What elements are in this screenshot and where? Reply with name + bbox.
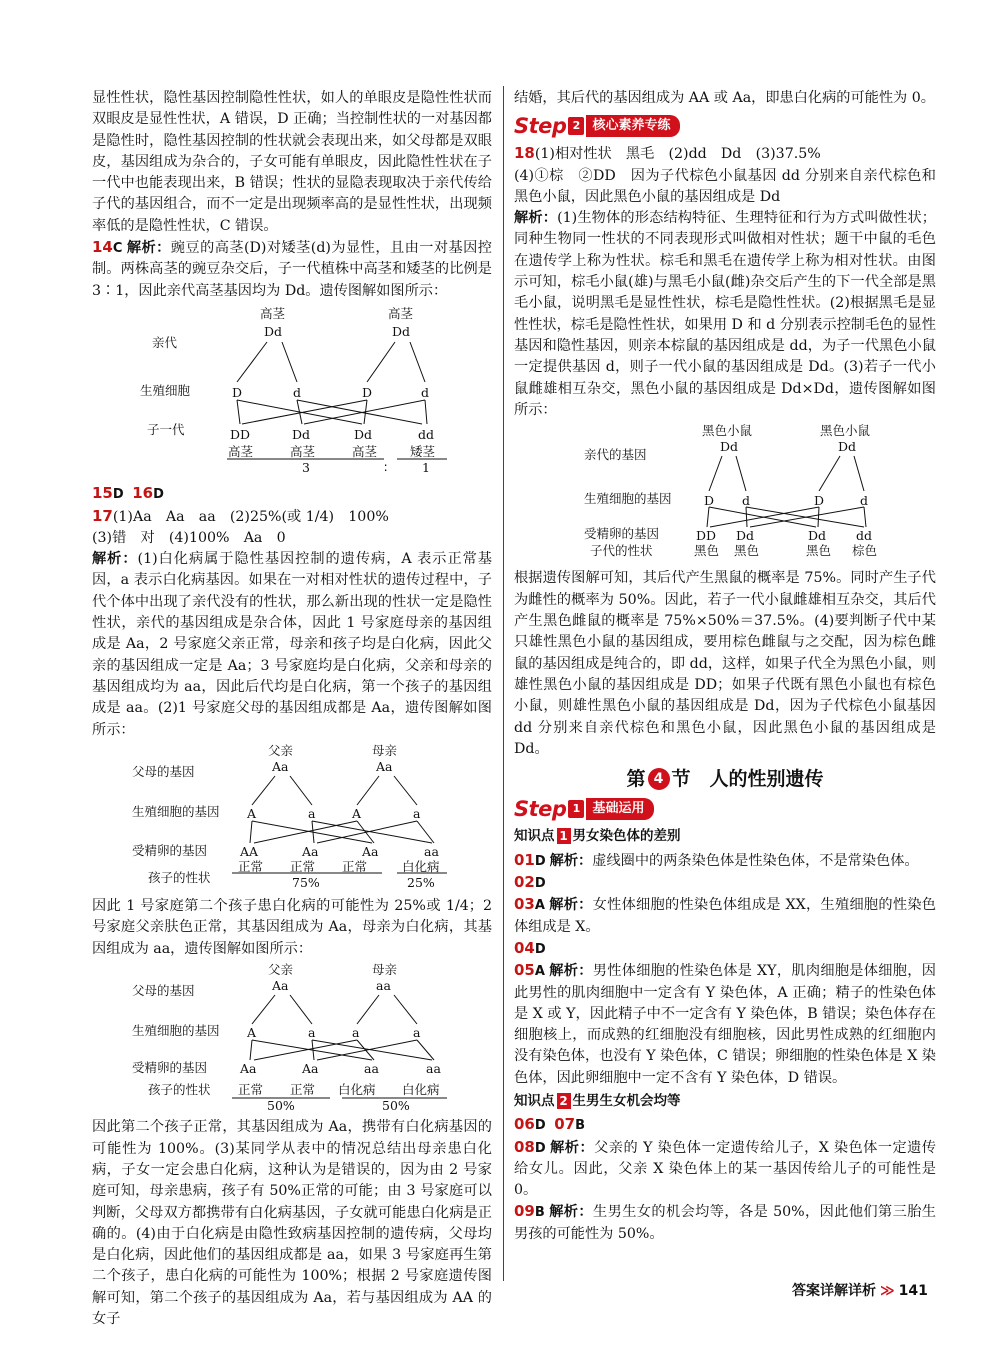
row-label-gamete: 生殖细胞的基因 xyxy=(132,803,220,819)
kp-number: 1 xyxy=(557,828,571,844)
mother-label: 母亲 xyxy=(372,962,398,978)
zygote-4: dd xyxy=(856,528,873,544)
zygote-4: aa xyxy=(424,843,439,859)
answer-letter: D xyxy=(534,876,546,892)
mother-label: 母亲 xyxy=(372,742,398,758)
genetic-diagram-family-2 xyxy=(92,960,492,1110)
analysis-label: 解析： xyxy=(514,210,558,227)
analysis-text: 男性体细胞的性染色体是 XY，肌肉细胞是体细胞，因此男性的肌肉细胞中一定含有 Y 染色体，A 正确；精子的性染色体是 X 或 Y，因此精子中不一定含有 Y 染色体，B 错误；染色体存在细胞核上，而成熟的红细胞没有细胞核，因此男性成熟的红细胞内没有染色体，也没有 Y 染色体，C 错误；卵细胞的性染色体是 X 染色体，因此卵细胞中一定不含有 Y 染色体，D 错误。 xyxy=(514,963,936,1086)
parent2-trait: 高茎 xyxy=(388,305,414,321)
step-banner-core xyxy=(514,113,936,139)
kp-title: 男女染色体的差别 xyxy=(572,828,681,845)
answer-line-2: (4)①棕 ②DD 因为子代棕色小鼠基因 dd 分别来自亲代棕色和黑色小鼠，因此黑色小鼠的基因组成是 Dd xyxy=(514,167,936,205)
zygote-3: aa xyxy=(364,1061,379,1077)
row-label-gamete: 生殖细胞的基因 xyxy=(584,491,672,507)
zygote-2: Aa xyxy=(302,843,319,859)
kp-number: 2 xyxy=(557,1093,571,1109)
question-number: 03 xyxy=(514,895,535,914)
percent-2: 50% xyxy=(382,1098,410,1111)
parent2-gene: Dd xyxy=(392,323,411,339)
knowledge-point-1 xyxy=(514,826,936,847)
gamete-2: a xyxy=(308,1025,316,1041)
column-divider xyxy=(503,86,504,1281)
row-label-trait: 孩子的性状 xyxy=(148,869,211,885)
father-label: 父亲 xyxy=(268,962,294,978)
gamete-3: a xyxy=(352,1025,360,1041)
question-15-16 xyxy=(92,483,492,505)
question-number: 01 xyxy=(514,850,535,869)
gamete-3: D xyxy=(362,384,373,400)
percent-1: 50% xyxy=(267,1098,295,1111)
row-label-gamete: 生殖细胞的基因 xyxy=(132,1023,220,1039)
analysis-label: 解析： xyxy=(548,897,593,914)
step-word: Step xyxy=(514,113,567,138)
child-gene-3: Dd xyxy=(354,426,373,442)
answer-line-2: (3)错 对 (4)100% Aa 0 xyxy=(92,529,286,546)
child-gene-4: dd xyxy=(418,426,435,442)
trait-4: 棕色 xyxy=(852,543,878,559)
gamete-1: D xyxy=(704,493,715,509)
analysis-label: 解析： xyxy=(548,963,593,980)
question-number: 04 xyxy=(514,938,535,957)
watermark-logo xyxy=(815,1295,965,1355)
child-trait-4: 矮茎 xyxy=(410,443,436,459)
child-trait-3: 高茎 xyxy=(352,443,378,459)
question-02 xyxy=(514,872,936,894)
kp-label: 知识点 xyxy=(514,1092,555,1109)
row-label-trait: 子代的性状 xyxy=(590,543,653,559)
question-number: 17 xyxy=(92,506,113,525)
ratio-colon: ∶ xyxy=(384,459,388,472)
analysis-text: (1)生物体的形态结构特征、生理特征和行为方式叫做性状；同种生物同一性状的不同表现形式叫做相对性状；题干中鼠的毛色在遗传学上称为性状。棕毛和黑毛在遗传学上称为相对性状。由图示可知，棕毛小鼠(雄)与黑毛小鼠(雌)杂交后产生的下一代全部是黑毛小鼠，说明黑毛是显性性状，棕毛是隐性性状。(2)根据黑毛是显性性状，棕毛是隐性性状，如果用 D 和 d 分别表示控制毛色的显性基因和隐性基因，则亲本棕鼠的基因组成是 dd，为子一代黑色小鼠一定提供基因 d，则子一代小鼠的基因组成是 Dd。(3)若子一代小鼠雌雄相互杂交，黑色小鼠的基因组成是 Dd×Dd，遗传图解如图所示： xyxy=(514,210,936,418)
section-number: 4 xyxy=(648,768,670,790)
genetic-diagram-mice xyxy=(514,421,934,561)
ratio-left: 3 xyxy=(302,459,310,472)
analysis-text: 女性体细胞的性染色体组成是 XX，生殖细胞的性染色体组成是 X。 xyxy=(514,897,936,935)
analysis-text: 生男生女的机会均等，各是 50%，因此他们第三胎生男孩的可能性为 50%。 xyxy=(514,1204,936,1242)
footer-label: 答案详解详析 xyxy=(792,1283,876,1299)
question-number: 02 xyxy=(514,873,535,892)
zygote-2: Dd xyxy=(736,528,755,544)
question-number: 14 xyxy=(92,238,113,257)
question-number: 06 xyxy=(514,1115,535,1134)
genetic-diagram-family-1 xyxy=(92,741,492,889)
gamete-4: d xyxy=(421,384,430,400)
row-label-parent: 亲代的基因 xyxy=(584,447,647,463)
answer-letter: A xyxy=(534,964,545,980)
diagram-lines xyxy=(227,342,447,459)
mother-gene: Aa xyxy=(376,758,393,774)
knowledge-point-2 xyxy=(514,1091,936,1112)
gamete-2: d xyxy=(742,493,751,509)
question-number: 15 xyxy=(92,484,113,503)
section-pre: 第 xyxy=(626,768,646,791)
question-01 xyxy=(514,850,936,872)
question-number: 18 xyxy=(514,144,535,163)
question-06-07 xyxy=(514,1114,936,1136)
answer-letter: D xyxy=(534,941,546,957)
gamete-3: D xyxy=(814,493,825,509)
diagram-lines xyxy=(707,456,869,527)
step-number: 1 xyxy=(568,800,584,818)
gamete-2: d xyxy=(293,384,302,400)
analysis-label: 解析： xyxy=(92,551,138,568)
zygote-1: AA xyxy=(240,843,259,859)
answer-letter: A xyxy=(534,898,545,914)
question-18-analysis xyxy=(514,208,936,421)
row-label-parent: 父母的基因 xyxy=(132,763,195,779)
question-05 xyxy=(514,960,936,1089)
step-banner-basic xyxy=(514,796,936,822)
trait-3: 白化病 xyxy=(338,1082,376,1098)
zygote-3: Dd xyxy=(808,528,827,544)
question-18 xyxy=(514,143,936,165)
zygote-2: Aa xyxy=(302,1061,319,1077)
gamete-1: D xyxy=(232,384,243,400)
trait-2: 正常 xyxy=(290,1082,316,1098)
gamete-1: A xyxy=(247,805,257,821)
question-number: 07 xyxy=(554,1115,576,1134)
row-label-zygote: 受精卵的基因 xyxy=(132,842,208,858)
row-label-gamete: 生殖细胞 xyxy=(140,382,191,398)
child-trait-2: 高茎 xyxy=(290,443,316,459)
trait-2: 正常 xyxy=(290,858,316,874)
intro-paragraph: 显性性状，隐性基因控制隐性性状，如人的单眼皮是隐性性状而双眼皮是显性性状，A 错误，D 正确；当控制性状的一对基因都是隐性时，隐性基因控制的性状就会表现出来，如父母都是双眼皮，基因组成为杂合的，子女可能有单眼皮，因此隐性性状在子一代中也能表现出来，B 错误；性状的显隐表现取决于亲代传给子代的基因组合，而不一定是出现频率高的是显性性状，出现频率低的是隐性性状，C 错误。 xyxy=(92,90,492,234)
answer-letter: D xyxy=(112,487,124,503)
gamete-4: a xyxy=(413,805,421,821)
parent1-label: 黑色小鼠 xyxy=(702,423,753,439)
gamete-4: a xyxy=(413,1025,421,1041)
trait-4: 白化病 xyxy=(402,1082,440,1098)
father-label: 父亲 xyxy=(268,742,294,758)
answer-letter: D xyxy=(534,853,546,869)
continuation-paragraph: 结婚，其后代的基因组成为 AA 或 Aa，即患白化病的可能性为 0。 xyxy=(514,90,935,106)
trait-1: 黑色 xyxy=(694,543,720,559)
answer-letter: C xyxy=(112,241,123,257)
row-label-zygote: 受精卵的基因 xyxy=(132,1060,208,1076)
question-09 xyxy=(514,1201,936,1245)
answer-letter: D xyxy=(534,1118,546,1134)
kp-title: 生男生女机会均等 xyxy=(572,1092,681,1109)
trait-3: 黑色 xyxy=(806,543,832,559)
percent-2: 25% xyxy=(407,874,435,889)
page-number: 141 xyxy=(898,1283,928,1299)
question-14 xyxy=(92,237,492,302)
gamete-1: A xyxy=(247,1025,257,1041)
section-title xyxy=(514,768,936,790)
paragraph-after-diagram-mice: 根据遗传图解可知，其后代产生黑鼠的概率是 75%。同时产生子代为雌性的概率为 50%。因此，若子一代小鼠雌雄相互杂交，其后代产生黑色雌鼠的概率是 75%×50%＝37.5%。(4)要判断子代中某只雄性黑色小鼠的基因组成，要用棕色雌鼠与之交配，因为棕色雌鼠的基因组成是纯合的，即 dd，这样，如果子代全为黑色小鼠，则雄性黑色小鼠的基因组成是 DD；如果子代既有黑色小鼠也有棕色小鼠，则雄性黑色小鼠的基因组成是 Dd，因为子代棕色小鼠基因 dd 分别来自亲代棕色和黑色小鼠，因此黑色小鼠的基因组成是 Dd。 xyxy=(514,570,936,757)
trait-3: 正常 xyxy=(342,858,368,874)
parent2-label: 黑色小鼠 xyxy=(820,423,871,439)
right-column xyxy=(514,88,936,1245)
gamete-4: d xyxy=(860,493,869,509)
question-17 xyxy=(92,506,492,528)
analysis-label: 解析： xyxy=(548,1204,593,1221)
trait-1: 正常 xyxy=(238,858,264,874)
answer-letter: D xyxy=(153,487,164,503)
trait-1: 正常 xyxy=(238,1082,264,1098)
paragraph-after-diagram-1: 因此 1 号家庭第二个孩子患白化病的可能性为 25%或 1/4；2 号家庭父亲肤色正常，其基因组成为 Aa，母亲为白化病，其基因组成为 aa，遗传图解如图所示： xyxy=(92,898,492,957)
answer-letter: B xyxy=(575,1118,585,1134)
left-column xyxy=(92,88,492,1330)
analysis-text: (1)白化病属于隐性基因控制的遗传病，A 表示正常基因，a 表示白化病基因。如果在一对相对性状的遗传过程中，子代个体中出现了亲代没有的性状，那么新出现的性状一定是隐性性状，亲代的基因组成是杂合体，因此 1 号家庭母亲的基因组成是 Aa，2 号家庭父亲正常，母亲和孩子均是白化病，因此父亲的基因组成一定是 Aa；3 号家庭均是白化病，父亲和母亲的基因组成均为 aa，因此后代均是白化病，第一个孩子的基因组成是 aa。(2)1 号家庭父母的基因组成都是 Aa，遗传图解如图所示： xyxy=(92,551,492,738)
parent1-trait: 高茎 xyxy=(260,305,286,321)
zygote-1: Aa xyxy=(240,1061,257,1077)
answer-letter: D xyxy=(534,1140,546,1156)
question-04 xyxy=(514,938,936,960)
child-gene-2: Dd xyxy=(292,426,311,442)
step-number: 2 xyxy=(568,117,584,135)
row-label-parent: 父母的基因 xyxy=(132,983,195,999)
parent1-gene: Dd xyxy=(720,439,739,455)
question-number: 05 xyxy=(514,961,535,980)
analysis-label: 解析： xyxy=(549,852,593,869)
mother-gene: aa xyxy=(376,978,391,994)
parent2-gene: Dd xyxy=(838,439,857,455)
question-17-analysis xyxy=(92,549,492,741)
trait-2: 黑色 xyxy=(734,543,760,559)
question-number: 09 xyxy=(514,1202,535,1221)
question-08 xyxy=(514,1137,936,1202)
answer-line: (1)相对性状 黑毛 (2)dd Dd (3)37.5% xyxy=(534,146,821,163)
analysis-text: 豌豆的高茎(D)对矮茎(d)为显性，且由一对基因控制。两株高茎的豌豆杂交后，子一代植株中高茎和矮茎的比例是 3∶1，因此亲代高茎基因均为 Dd。遗传图解如图所示： xyxy=(92,240,492,299)
answer-letter: B xyxy=(534,1205,545,1221)
zygote-1: DD xyxy=(696,528,717,544)
analysis-text: 父亲的 Y 染色体一定遗传给儿子，X 染色体一定遗传给女儿。因此，父亲 X 染色体上的某一基因传给儿子的可能性是 0。 xyxy=(514,1139,936,1199)
chevron-right-icon: ≫ xyxy=(880,1283,895,1299)
step-title: 基础运用 xyxy=(586,798,654,820)
row-label-trait: 孩子的性状 xyxy=(148,1082,211,1098)
ratio-right: 1 xyxy=(422,459,430,472)
question-number: 08 xyxy=(514,1137,535,1156)
gamete-3: A xyxy=(352,805,362,821)
percent-1: 75% xyxy=(292,874,320,889)
question-number: 16 xyxy=(132,484,154,503)
gamete-2: a xyxy=(308,805,316,821)
step-title: 核心素养专练 xyxy=(586,115,680,137)
row-label-zygote: 受精卵的基因 xyxy=(584,526,660,542)
father-gene: Aa xyxy=(272,978,289,994)
father-gene: Aa xyxy=(272,758,289,774)
kp-label: 知识点 xyxy=(514,828,555,845)
row-label-parent: 亲代 xyxy=(152,334,178,350)
analysis-label: 解析： xyxy=(549,1139,595,1156)
zygote-4: aa xyxy=(426,1061,441,1077)
paragraph-end: 因此第二个孩子正常，其基因组成为 Aa，携带有白化病基因的可能性为 100%。(3)某同学从表中的情况总结出母亲患白化病，子女一定会患白化病，这种认为是错误的，因为由 2 号家庭可知，母亲患病，孩子有 50%正常的可能；由 3 号家庭可以判断，父母双方都携带有白化病基因，子女就可能患白化病是正确的。(4)由于白化病是由隐性致病基因控制的遗传病，父母均是白化病，因此他们的基因组成都是 aa，如果 3 号家庭再生第二个孩子，患白化病的可能性为 100%；根据 2 号家庭遗传图解可知，第二个孩子的基因组成为 Aa，若与基因组成为 AA 的女子 xyxy=(92,1119,492,1327)
trait-4: 白化病 xyxy=(402,858,440,874)
genetic-diagram-pea xyxy=(92,302,492,472)
analysis-label: 解析： xyxy=(126,240,171,257)
child-trait-1: 高茎 xyxy=(228,443,254,459)
step-word: Step xyxy=(514,796,567,821)
question-03 xyxy=(514,894,936,938)
child-gene-1: DD xyxy=(230,426,251,442)
zygote-3: Aa xyxy=(362,843,379,859)
answer-line: (1)Aa Aa aa (2)25%(或 1/4) 100% xyxy=(112,508,389,525)
parent1-gene: Dd xyxy=(264,323,283,339)
section-heading: 节 人的性别遗传 xyxy=(671,768,824,791)
row-label-child: 子一代 xyxy=(147,421,185,437)
analysis-text: 虚线圈中的两条染色体是性染色体，不是常染色体。 xyxy=(592,852,919,869)
